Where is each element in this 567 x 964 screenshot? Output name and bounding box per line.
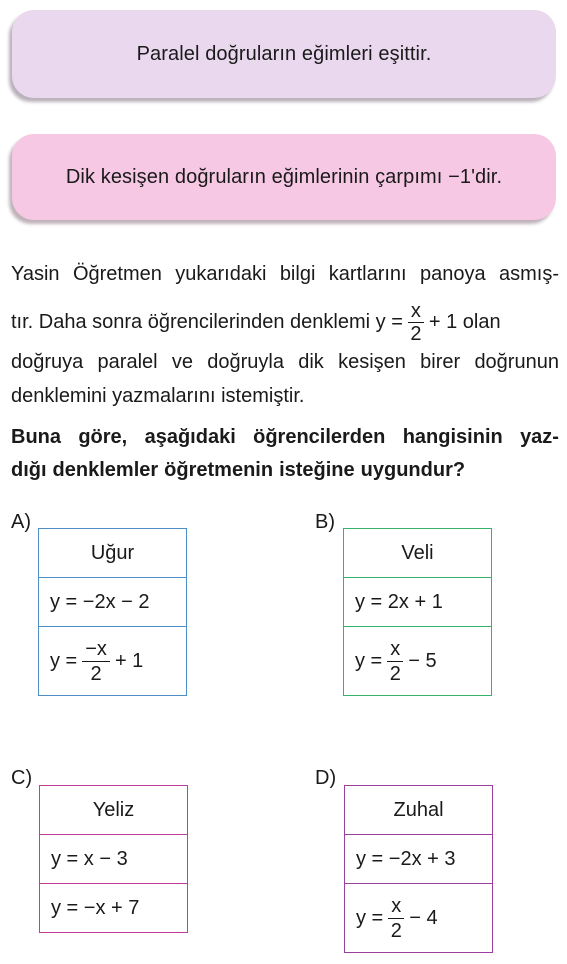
- question-text: [11, 0, 559, 480]
- word: doğruya: [11, 351, 84, 373]
- question-line-4: [11, 386, 559, 406]
- word: paralel: [97, 351, 158, 373]
- word: birer: [420, 351, 461, 373]
- word: denklemler: [52, 459, 159, 481]
- question-line-1: [11, 264, 559, 284]
- fraction-neg-x-over-2: [82, 637, 110, 686]
- word: öğrencilerden: [253, 426, 386, 448]
- option-c-letter[interactable]: C): [11, 767, 33, 789]
- info-card-perpendicular-text: Dik kesişen doğruların eğimlerinin çarpımı −1'dir.: [65, 165, 503, 188]
- fraction-denominator: 2: [390, 919, 402, 942]
- fraction-x-over-2: [408, 300, 424, 345]
- word: yukarıdaki: [175, 263, 267, 285]
- word: yaz-: [520, 426, 559, 448]
- option-d-letter[interactable]: D): [315, 767, 337, 789]
- word: Buna: [11, 426, 61, 448]
- option-a-equation-1: y = −2x − 2: [39, 578, 187, 627]
- option-b-student-name: Veli: [344, 529, 492, 578]
- option-c-equation-1: y = x − 3: [40, 835, 188, 884]
- equation-prefix: y =: [50, 649, 78, 672]
- fraction-numerator: x: [388, 894, 404, 919]
- word: göre,: [78, 426, 128, 448]
- word: kartlarını: [328, 263, 407, 285]
- equation-suffix: − 5: [408, 649, 437, 672]
- word: aşağıdaki: [144, 426, 236, 448]
- option-d-table[interactable]: [344, 785, 493, 953]
- word: Öğretmen: [72, 263, 162, 285]
- equation-suffix: − 4: [409, 906, 438, 929]
- fraction-numerator: x: [387, 637, 403, 662]
- option-a-table[interactable]: [38, 528, 187, 696]
- question-line-2-end: + 1 olan: [428, 311, 501, 333]
- word: kesişen: [338, 351, 406, 373]
- word: isteğine: [279, 459, 355, 481]
- word: Yasin: [11, 263, 60, 285]
- word: öğretmenin: [164, 459, 274, 481]
- word: bilgi: [279, 263, 316, 285]
- equation-prefix: y =: [355, 649, 383, 672]
- option-c-equation-2: y = −x + 7: [40, 884, 188, 933]
- word: dığı: [11, 459, 47, 481]
- fraction-denominator: 2: [410, 322, 422, 345]
- question-line-4-text: denklemini yazmalarını istemiştir.: [11, 385, 305, 407]
- option-c-table[interactable]: [39, 785, 188, 933]
- question-prompt-line-1: [11, 427, 559, 447]
- word: asmış-: [499, 263, 559, 285]
- option-c-student-name: Yeliz: [40, 786, 188, 835]
- option-a-letter[interactable]: A): [11, 511, 31, 533]
- equation-suffix: + 1: [114, 649, 144, 672]
- fraction-denominator: 2: [90, 662, 102, 685]
- option-b-equation-2: [344, 627, 492, 696]
- option-d-student-name: Zuhal: [345, 786, 493, 835]
- option-a-student-name: Uğur: [39, 529, 187, 578]
- word: ve: [171, 351, 193, 373]
- word: uygundur?: [360, 459, 466, 481]
- fraction-denominator: 2: [389, 662, 401, 685]
- equation-prefix: y =: [356, 906, 384, 929]
- question-line-3: [11, 352, 559, 372]
- option-a-equation-2: [39, 627, 187, 696]
- fraction-numerator: x: [408, 300, 424, 323]
- word: hangisinin: [402, 426, 503, 448]
- word: dik: [298, 351, 324, 373]
- fraction-numerator: −x: [82, 637, 110, 662]
- word: doğrunun: [474, 351, 559, 373]
- question-line-2-start: tır. Daha sonra öğrencilerinden denklemi y =: [11, 311, 403, 333]
- option-d-equation-2: [345, 884, 493, 953]
- fraction-x-over-2: [387, 637, 403, 686]
- question-line-2: [11, 300, 559, 344]
- question-prompt-line-2: [11, 460, 559, 480]
- fraction-x-over-2: [388, 894, 404, 943]
- option-d-equation-1: y = −2x + 3: [345, 835, 493, 884]
- word: panoya: [419, 263, 486, 285]
- option-b-table[interactable]: [343, 528, 492, 696]
- info-card-parallel-text: Paralel doğruların eğimleri eşittir.: [136, 42, 432, 65]
- word: doğruyla: [207, 351, 284, 373]
- option-b-equation-1: y = 2x + 1: [344, 578, 492, 627]
- option-b-letter[interactable]: B): [315, 511, 335, 533]
